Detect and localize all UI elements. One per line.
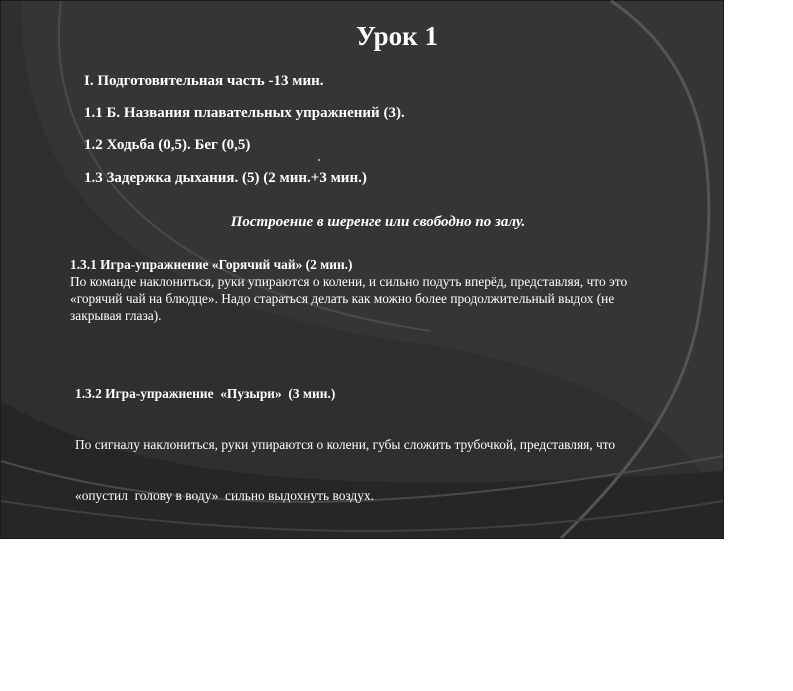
heading-1-3: 1.3 Задержка дыхания. (5) (2 мин.+3 мин.) bbox=[84, 170, 367, 186]
slide-title: Урок 1 bbox=[356, 21, 438, 51]
exercise-bubbles-heading: 1.3.2 Игра-упражнение «Пузыри» (3 мин.) bbox=[75, 386, 336, 401]
exercise-bubbles-line: «опустил голову в воду» сильно выдохнуть воздух. bbox=[75, 488, 374, 503]
exercise-hot-tea-heading: 1.3.1 Игра-упражнение «Горячий чай» (2 мин.) bbox=[70, 257, 353, 272]
stray-dot bbox=[318, 159, 320, 161]
exercise-hot-tea-line: закрывая глаза). bbox=[70, 308, 162, 323]
exercise-hot-tea bbox=[70, 256, 627, 324]
exercise-bubbles-line: - сложить губы трубочкой и выдыхать обычно. bbox=[75, 641, 343, 656]
exercise-bubbles-line: Вариант усложнения игры: bbox=[75, 539, 244, 554]
heading-1-2: 1.2 Ходьба (0,5). Бег (0,5) bbox=[84, 137, 251, 153]
exercise-bubbles bbox=[75, 351, 615, 691]
exercise-bubbles-line: - сложить губы трубочкой и выдыхать очень тоненькой струйкой быстро или медленно; bbox=[75, 590, 576, 605]
exercise-hot-tea-line: «горячий чай на блюдце». Надо стараться делать как можно более продолжительный выдох (не bbox=[70, 291, 615, 306]
exercise-hot-tea-line: По команде наклониться, руки упираются о колени, и сильно подуть вперёд, представляя, что это bbox=[70, 274, 628, 289]
heading-preparatory: I. Подготовительная часть -13 мин. bbox=[84, 73, 324, 89]
exercise-bubbles-line: По сигналу наклониться, руки упираются о колени, губы сложить трубочкой, представляя, что bbox=[75, 437, 616, 452]
formation-note: Построение в шеренге или свободно по залу. bbox=[230, 214, 526, 230]
heading-1-1: 1.1 Б. Названия плавательных упражнений (3). bbox=[84, 105, 405, 121]
